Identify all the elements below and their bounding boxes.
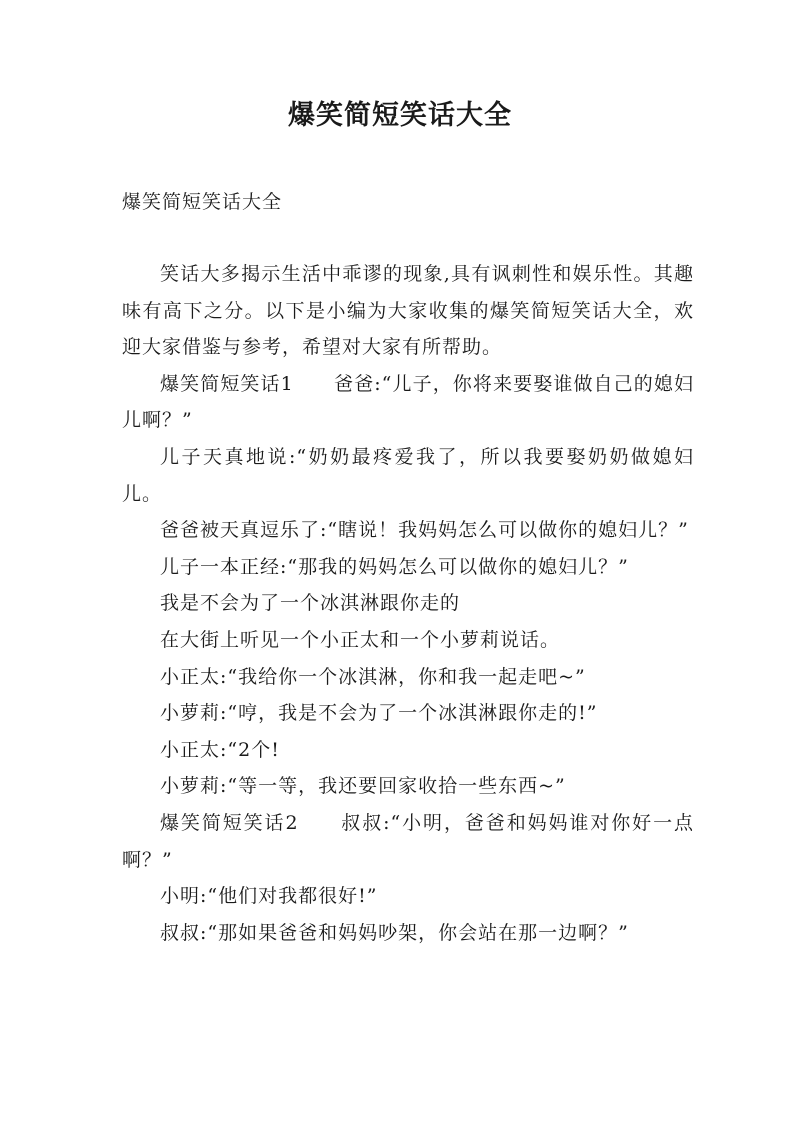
document-title: 爆笑简短笑话大全 bbox=[288, 100, 512, 131]
paragraph: 爸爸被天真逗乐了:“瞎说！我妈妈怎么可以做你的媳妇儿？” bbox=[160, 519, 689, 542]
document-body bbox=[122, 256, 694, 951]
paragraph: 爆笑简短笑话1 爸爸:“儿子，你将来要娶谁做自己的媳妇儿啊？” bbox=[122, 372, 694, 432]
paragraph: 在大街上听见一个小正太和一个小萝莉说话。 bbox=[160, 628, 561, 651]
paragraph: 小正太:“我给你一个冰淇淋，你和我一起走吧~” bbox=[160, 665, 586, 688]
document-subtitle: 爆笑简短笑话大全 bbox=[122, 191, 283, 213]
paragraph: 小萝莉:“等一等，我还要回家收拾一些东西~” bbox=[160, 775, 566, 798]
paragraph: 儿子天真地说:“奶奶最疼爱我了，所以我要娶奶奶做媳妇儿。 bbox=[122, 445, 694, 505]
paragraph: 叔叔:“那如果爸爸和妈妈吵架，你会站在那一边啊？” bbox=[160, 921, 629, 944]
paragraph: 小明:“他们对我都很好!” bbox=[160, 885, 378, 908]
paragraph: 笑话大多揭示生活中乖谬的现象,具有讽刺性和娱乐性。其趣味有高下之分。以下是小编为大家收集的爆笑简短笑话大全，欢迎大家借鉴与参考，希望对大家有所帮助。 bbox=[122, 263, 694, 359]
paragraph: 爆笑简短笑话2 叔叔:“小明，爸爸和妈妈谁对你好一点啊？” bbox=[122, 811, 694, 871]
paragraph: 儿子一本正经:“那我的妈妈怎么可以做你的媳妇儿？” bbox=[160, 555, 629, 578]
paragraph: 我是不会为了一个冰淇淋跟你走的 bbox=[160, 592, 461, 615]
paragraph: 小萝莉:“哼，我是不会为了一个冰淇淋跟你走的!” bbox=[160, 702, 598, 725]
paragraph: 小正太:“2个! bbox=[160, 738, 280, 761]
